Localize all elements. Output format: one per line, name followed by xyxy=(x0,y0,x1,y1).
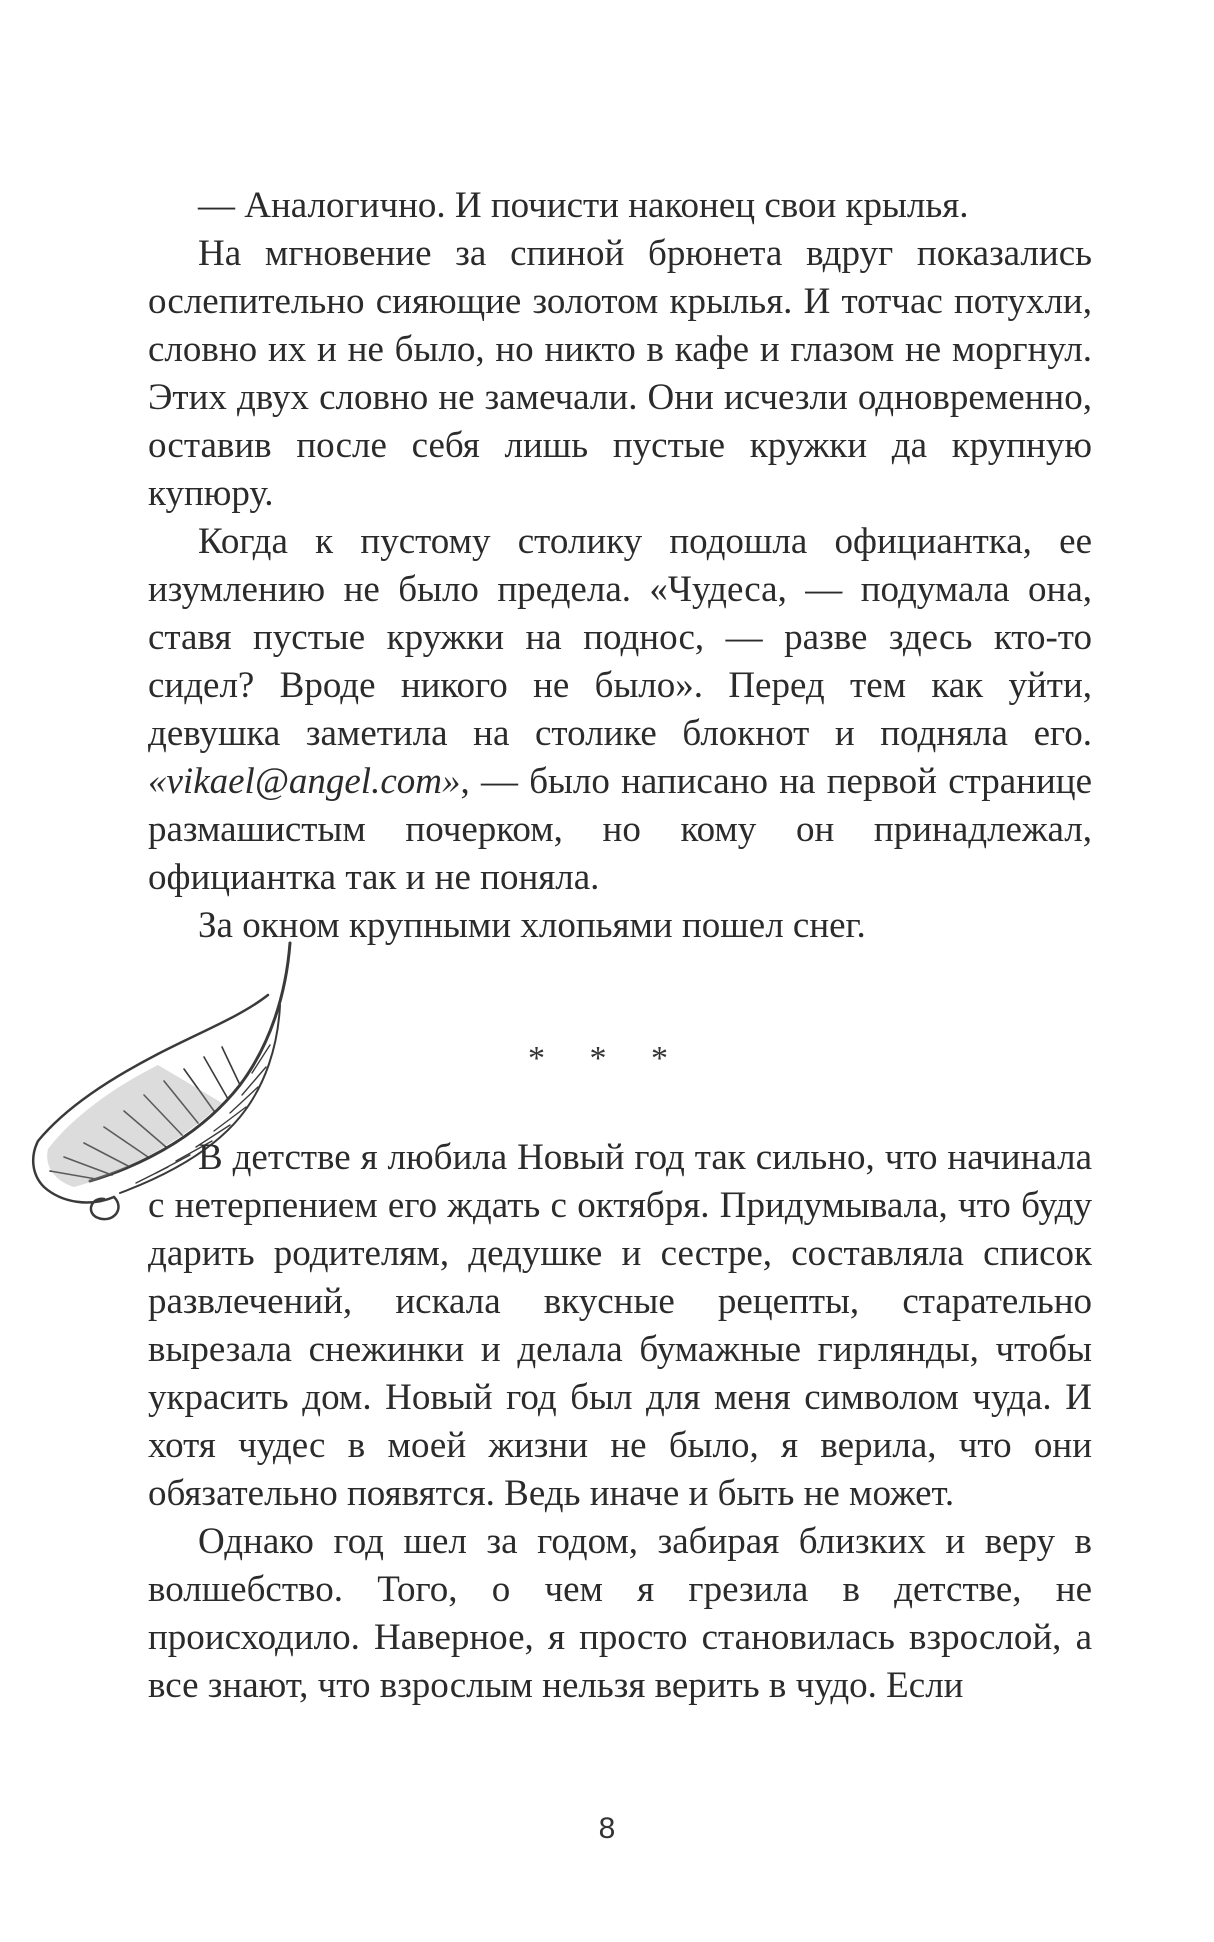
paragraph-waitress xyxy=(148,518,1092,902)
paragraph-wings: На мгновение за спиной брюнета вдруг показались ослепительно сияющие золотом крылья. И тотчас потухли, словно их и не было, но никто в кафе и глазом не моргнул. Этих двух словно не замечали. Они исчезли одновременно, оставив после себя лишь пустые кружки да крупную купюру. xyxy=(148,233,1092,514)
bottom-text-block xyxy=(148,1134,1092,1710)
top-text-block xyxy=(148,182,1092,950)
paragraph-waitress-text: Когда к пустому столику подошла официантка, ее изумлению не было предела. «Чудеса, — подумала она, ставя пустые кружки на поднос, — разве здесь кто-то сидел? Вроде никого не было». Перед тем как уйти, девушка заметила на столике блокнот и подняла его. xyxy=(148,521,1092,754)
email-text: «vikael@angel.com» xyxy=(148,761,461,802)
paragraph-childhood: В детстве я любила Новый год так сильно, что начинала с нетерпением его ждать с октября. Придумывала, что буду дарить родителям, дедушке и сестре, составляла список развлечений, искала вкусные рецепты, старательно вырезала снежинки и делала бумажные гирлянды, чтобы украсить дом. Новый год был для меня символом чуда. И хотя чудес в моей жизни не было, я верила, что они обязательно появятся. Ведь иначе и быть не может. xyxy=(148,1137,1092,1514)
page-number: 8 xyxy=(598,1812,616,1845)
paragraph-snow: За окном крупными хлопьями пошел снег. xyxy=(198,905,866,946)
section-separator: * * * xyxy=(528,1040,686,1077)
paragraph-years: Однако год шел за годом, забирая близких и веру в волшебство. Того, о чем я грезила в детстве, не происходило. Наверное, я просто становилась взрослой, а все знают, что взрослым нельзя верить в чудо. Если xyxy=(148,1521,1092,1706)
paragraph-dialogue: — Аналогично. И почисти наконец свои крылья. xyxy=(198,185,969,226)
email-sentence-rest: , — было написано на первой странице размашистым почерком, но кому он принадлежал, официантка так и не поняла. xyxy=(148,761,1092,898)
